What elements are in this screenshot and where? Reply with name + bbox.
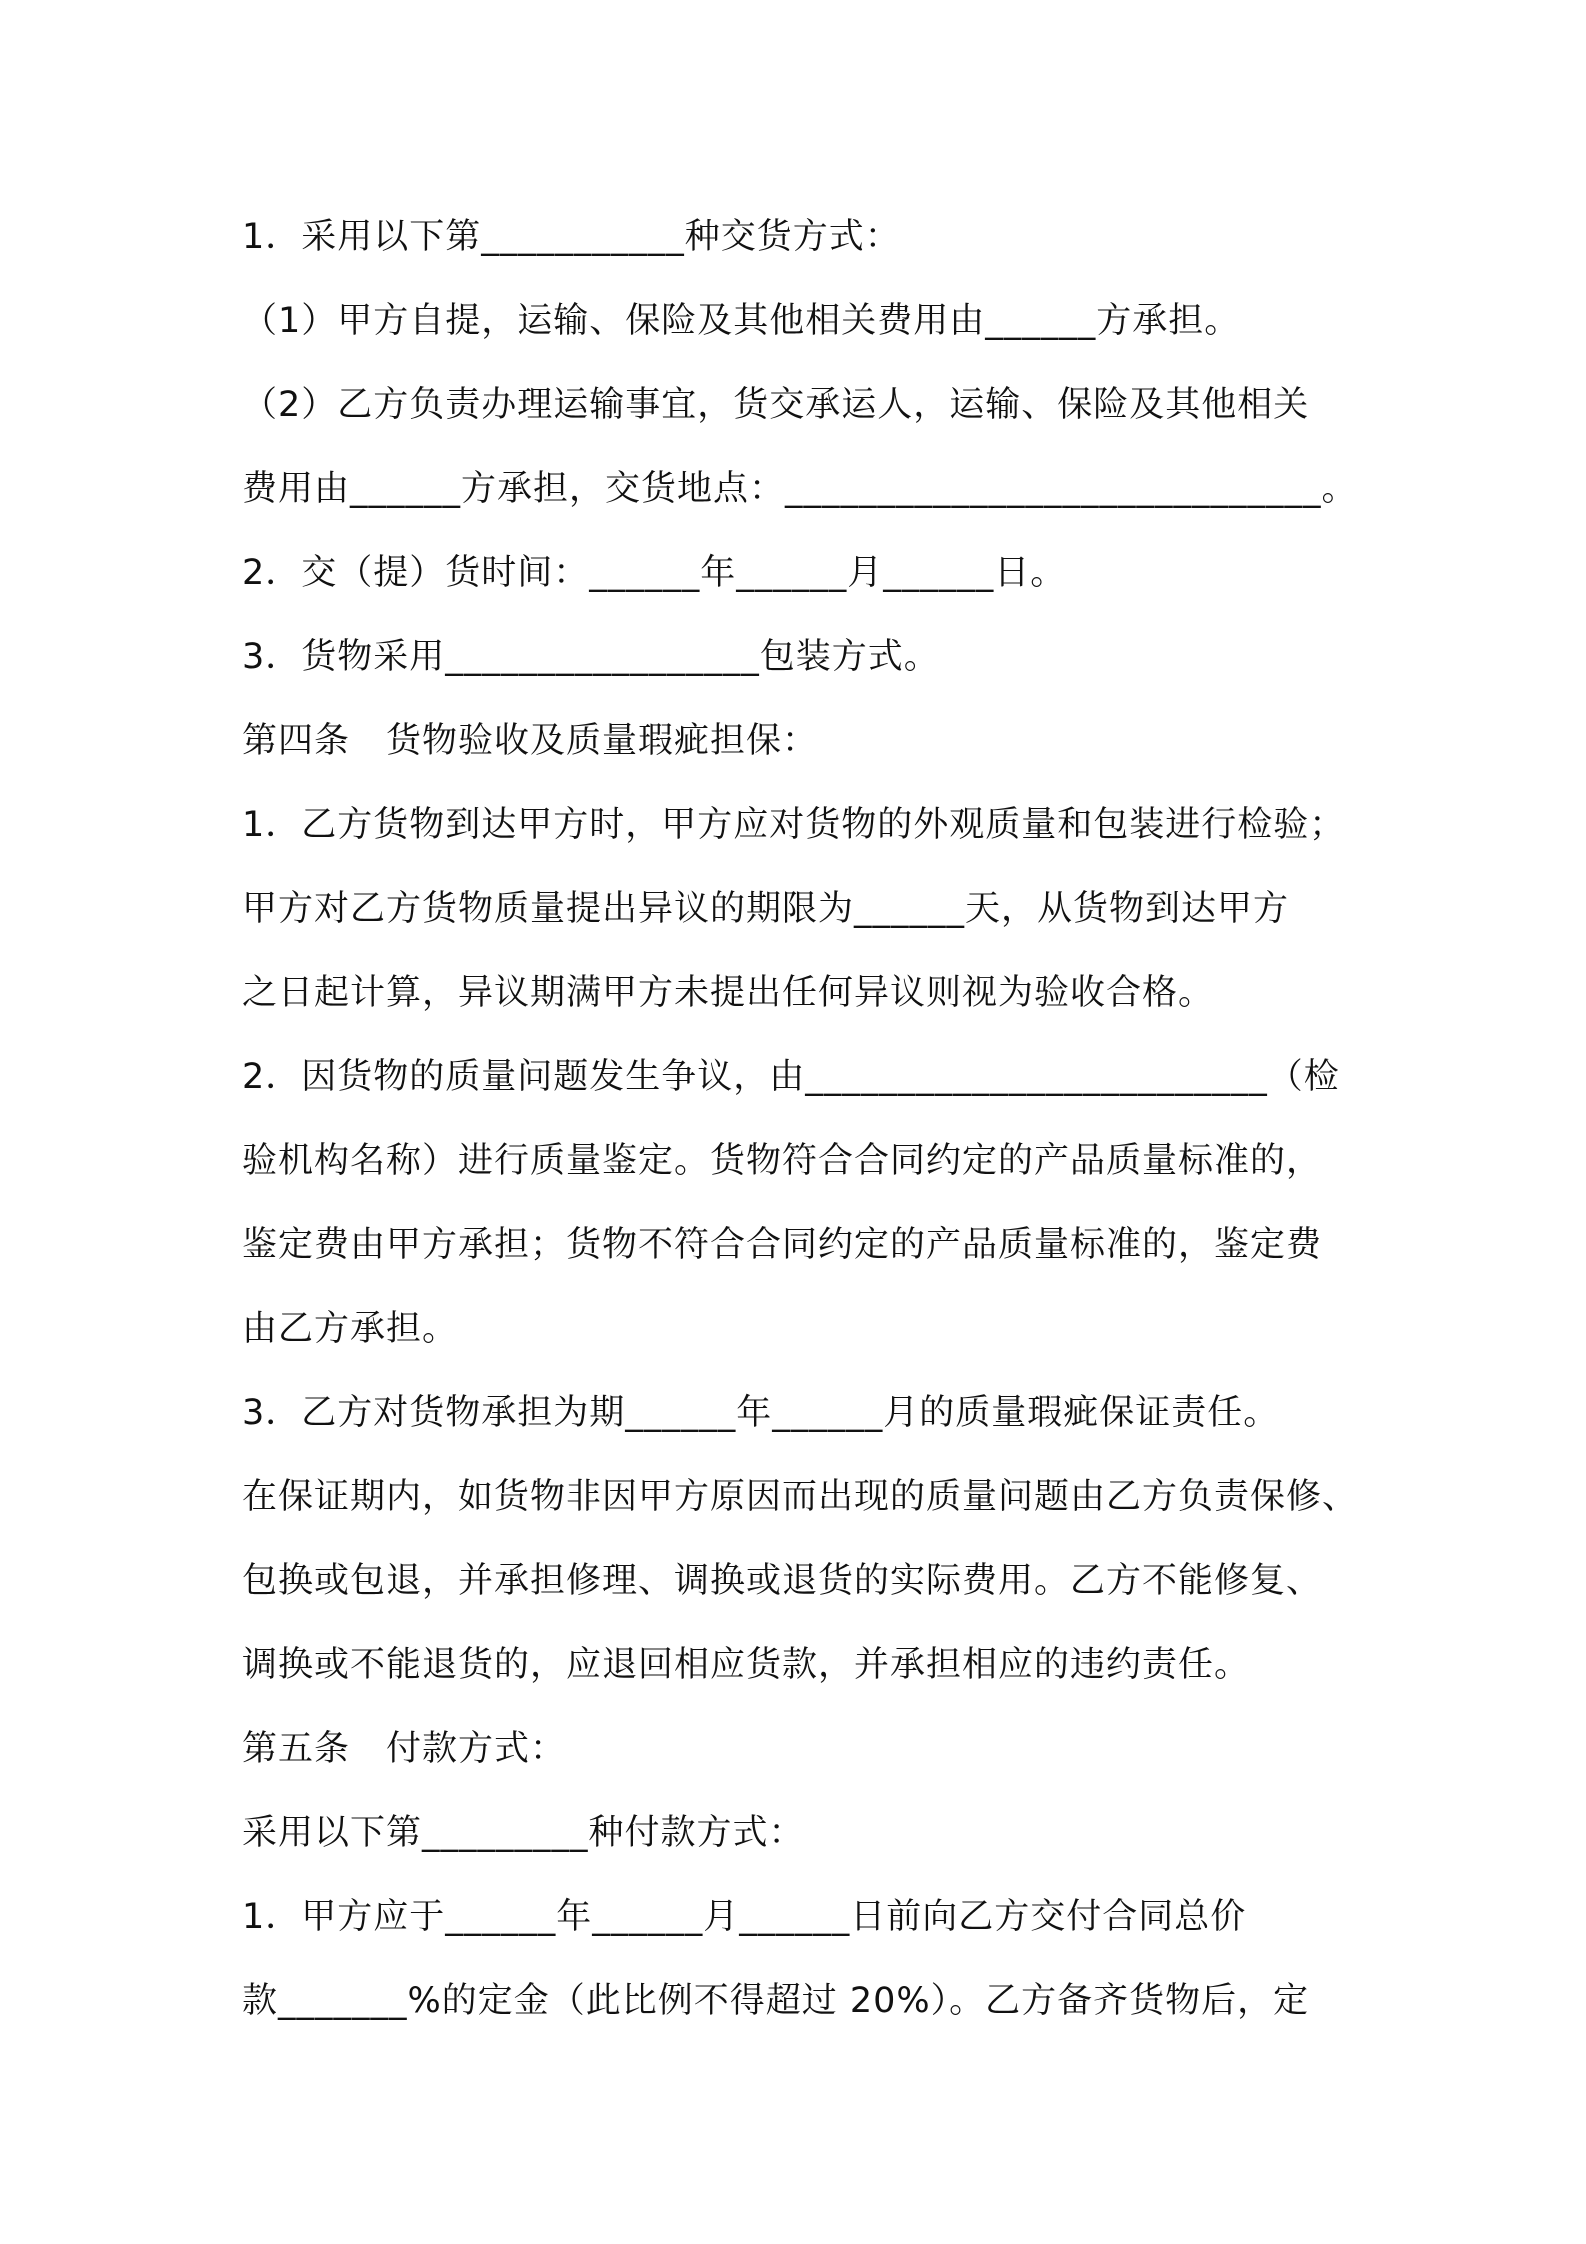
clause-delivery-method: 1．采用以下第___________种交货方式：: [242, 217, 901, 257]
option-carrier-cont: 费用由______方承担，交货地点：_____________________________。: [242, 469, 1358, 509]
article-5-heading: 第五条 付款方式：: [242, 1729, 567, 1769]
payment-item-1-cont: 款_______%的定金（此比例不得超过 20%）。乙方备齐货物后，定: [242, 1981, 1310, 2021]
article-4-item-1-cont-2: 之日起计算，异议期满甲方未提出任何异议则视为验收合格。: [242, 973, 1215, 1013]
article-4-item-2-cont-3: 由乙方承担。: [242, 1309, 459, 1349]
article-4-item-1-cont-1: 甲方对乙方货物质量提出异议的期限为______天，从货物到达甲方: [242, 889, 1290, 929]
article-4-item-3-cont-3: 调换或不能退货的，应退回相应货款，并承担相应的违约责任。: [242, 1645, 1251, 1685]
article-4-item-3-cont-1: 在保证期内，如货物非因甲方原因而出现的质量问题由乙方负责保修、: [242, 1477, 1359, 1517]
payment-method-choice: 采用以下第_________种付款方式：: [242, 1813, 805, 1853]
clause-delivery-time: 2．交（提）货时间：______年______月______日。: [242, 553, 1067, 593]
payment-item-1: 1．甲方应于______年______月______日前向乙方交付合同总价: [242, 1897, 1247, 1937]
article-4-heading: 第四条 货物验收及质量瑕疵担保：: [242, 721, 819, 761]
article-4-item-3-cont-2: 包换或包退，并承担修理、调换或退货的实际费用。乙方不能修复、: [242, 1561, 1323, 1601]
article-4-item-3: 3．乙方对货物承担为期______年______月的质量瑕疵保证责任。: [242, 1393, 1280, 1433]
clause-packaging: 3．货物采用_________________包装方式。: [242, 637, 940, 677]
option-self-pickup: （1）甲方自提，运输、保险及其他相关费用由______方承担。: [242, 301, 1241, 341]
article-4-item-2-cont-1: 验机构名称）进行质量鉴定。货物符合合同约定的产品质量标准的，: [242, 1141, 1323, 1181]
article-4-item-2: 2．因货物的质量问题发生争议，由_________________________（检: [242, 1057, 1340, 1097]
article-4-item-1: 1．乙方货物到达甲方时，甲方应对货物的外观质量和包装进行检验；: [242, 805, 1346, 845]
option-carrier: （2）乙方负责办理运输事宜，货交承运人，运输、保险及其他相关: [242, 385, 1310, 425]
contract-body: [242, 195, 1362, 2043]
article-4-item-2-cont-2: 鉴定费由甲方承担；货物不符合合同约定的产品质量标准的，鉴定费: [242, 1225, 1323, 1265]
